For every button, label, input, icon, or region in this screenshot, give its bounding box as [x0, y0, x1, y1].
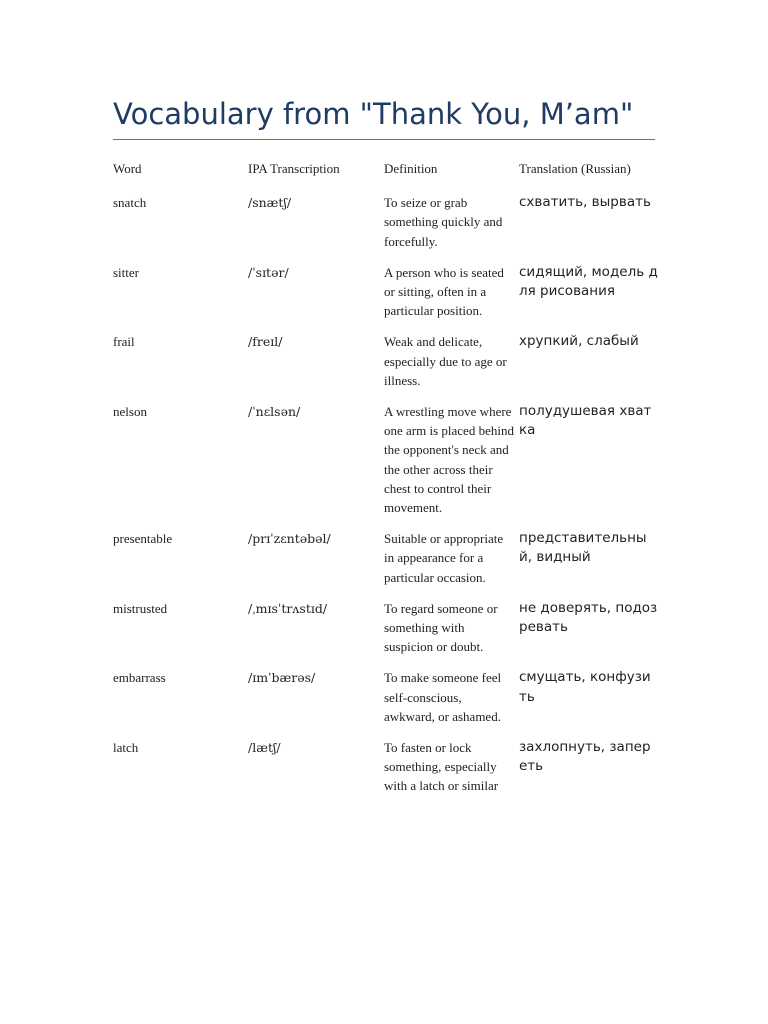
word-cell: snatch — [113, 195, 147, 211]
word-cell: nelson — [113, 404, 147, 420]
ipa-cell: /ˈnɛlsən/ — [248, 404, 301, 420]
table-header-row — [113, 159, 658, 193]
table-row — [113, 599, 658, 669]
table-row — [113, 529, 658, 599]
definition-cell: To fasten or lock something, especially with a latch or similar — [384, 740, 499, 794]
definition-cell: Suitable or appropriate in appearance for a particular occasion. — [384, 531, 504, 585]
table-row — [113, 193, 658, 263]
vocabulary-table — [113, 159, 658, 808]
ipa-cell: /freɪl/ — [248, 334, 283, 350]
word-cell: latch — [113, 740, 139, 756]
ipa-cell: /snætʃ/ — [248, 195, 292, 211]
translation-cell: схватить, вырвать — [519, 194, 651, 211]
ipa-cell: /ˌmɪsˈtrʌstɪd/ — [248, 600, 328, 616]
ipa-cell: /ɪmˈbærəs/ — [248, 670, 316, 686]
word-cell: mistrusted — [113, 600, 168, 616]
definition-cell: To regard someone or something with suspicion or doubt. — [384, 600, 498, 655]
translation-cell: смущать, конфузить — [519, 669, 651, 705]
definition-cell: To make someone feel self-conscious, awkward, or ashamed. — [384, 670, 502, 724]
translation-cell: полудушевая хватка — [519, 403, 652, 439]
ipa-cell: /prɪˈzɛntəbəl/ — [248, 531, 331, 547]
ipa-cell: /lætʃ/ — [248, 740, 281, 756]
table-row — [113, 332, 658, 402]
definition-cell: A wrestling move where one arm is placed behind the opponent's neck and the other across their chest to control their movement. — [384, 404, 514, 516]
column-header-translation: Translation (Russian) — [519, 161, 631, 176]
column-header-word: Word — [113, 161, 142, 176]
word-cell: embarrass — [113, 670, 166, 686]
translation-cell: захлопнуть, запереть — [519, 739, 651, 775]
title-underline — [113, 139, 655, 140]
word-cell: frail — [113, 334, 135, 350]
word-cell: presentable — [113, 531, 173, 547]
definition-cell: Weak and delicate, especially due to age or illness. — [384, 334, 507, 388]
page-title: Vocabulary from "Thank You, M’am" — [113, 97, 634, 131]
ipa-cell: /ˈsɪtər/ — [248, 264, 289, 280]
table-row — [113, 668, 658, 738]
table-row — [113, 263, 658, 333]
definition-cell: To seize or grab something quickly and forcefully. — [384, 195, 503, 249]
column-header-ipa: IPA Transcription — [248, 161, 340, 176]
translation-cell: не доверять, подозревать — [519, 599, 658, 636]
column-header-definition: Definition — [384, 161, 438, 176]
translation-cell: хрупкий, слабый — [519, 333, 639, 350]
definition-cell: A person who is seated or sitting, often in a particular position. — [384, 264, 504, 319]
translation-cell: представительный, видный — [519, 530, 647, 566]
word-cell: sitter — [113, 264, 139, 280]
translation-cell: сидящий, модель для рисования — [519, 263, 658, 300]
table-row — [113, 402, 658, 529]
table-row — [113, 738, 658, 808]
